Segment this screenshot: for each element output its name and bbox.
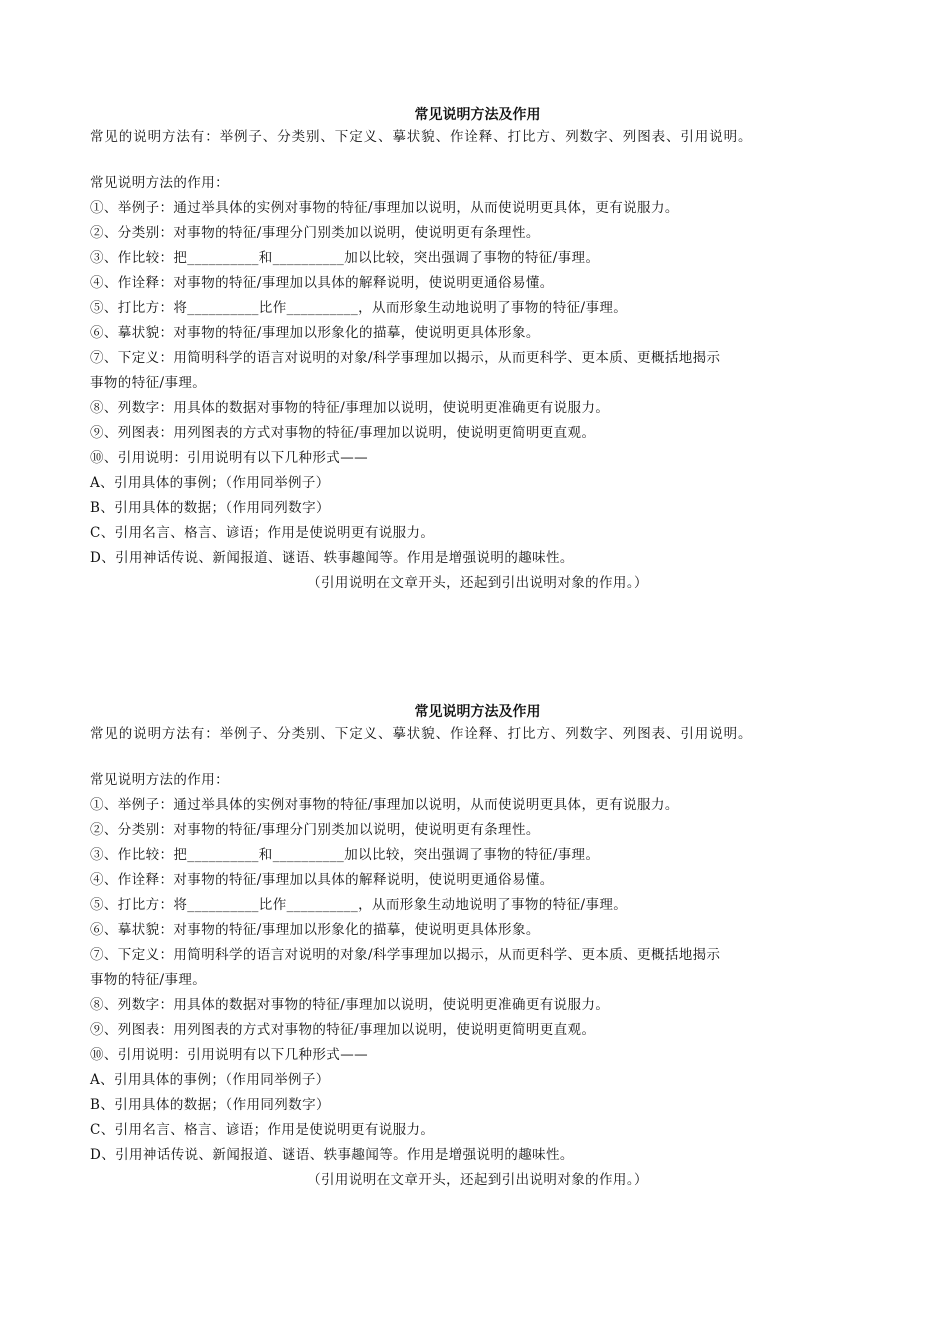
item-classification: ②、分类别：对事物的特征/事理分门别类加以说明，使说明更有条理性。 — [90, 822, 540, 838]
citation-note: （引用说明在文章开头，还起到引出说明对象的作用。） — [307, 575, 648, 591]
methods-list: 常见的说明方法有：举例子、分类别、下定义、摹状貌、作诠释、打比方、列数字、列图表、引用说明。 — [90, 726, 753, 742]
item-analogy: ⑤、打比方：将__________比作__________，从而形象生动地说明了事物的特征/事理。 — [90, 300, 628, 316]
item-numbers: ⑧、列数字：用具体的数据对事物的特征/事理加以说明，使说明更准确更有说服力。 — [90, 400, 610, 416]
item-citation: ⑩、引用说明：引用说明有以下几种形式—— — [90, 450, 368, 466]
item-example: ①、举例子：通过举具体的实例对事物的特征/事理加以说明，从而使说明更具体，更有说服力。 — [90, 797, 679, 813]
doc-title: 常见说明方法及作用 — [414, 704, 541, 720]
item-definition: ⑦、下定义：用简明科学的语言对说明的对象/科学事理加以揭示，从而更科学、更本质、更概括地揭示 — [90, 350, 721, 366]
citation-d: D、引用神话传说、新闻报道、谜语、轶事趣闻等。作用是增强说明的趣味性。 — [90, 550, 574, 566]
item-definition-cont: 事物的特征/事理。 — [90, 972, 207, 988]
citation-b: B、引用具体的数据；（作用同列数字） — [90, 1097, 330, 1113]
citation-d: D、引用神话传说、新闻报道、谜语、轶事趣闻等。作用是增强说明的趣味性。 — [90, 1147, 574, 1163]
item-comparison: ③、作比较：把__________和__________加以比较，突出强调了事物的特征/事理。 — [90, 250, 600, 266]
item-explanation: ④、作诠释：对事物的特征/事理加以具体的解释说明，使说明更通俗易懂。 — [90, 872, 554, 888]
spacer — [90, 148, 865, 171]
item-explanation: ④、作诠释：对事物的特征/事理加以具体的解释说明，使说明更通俗易懂。 — [90, 275, 554, 291]
item-comparison: ③、作比较：把__________和__________加以比较，突出强调了事物的特征/事理。 — [90, 847, 600, 863]
item-charts: ⑨、列图表：用列图表的方式对事物的特征/事理加以说明，使说明更简明更直观。 — [90, 425, 596, 441]
citation-c: C、引用名言、格言、谚语；作用是使说明更有说服力。 — [90, 525, 435, 541]
item-classification: ②、分类别：对事物的特征/事理分门别类加以说明，使说明更有条理性。 — [90, 225, 540, 241]
methods-list: 常见的说明方法有：举例子、分类别、下定义、摹状貌、作诠释、打比方、列数字、列图表、引用说明。 — [90, 129, 753, 145]
citation-note: （引用说明在文章开头，还起到引出说明对象的作用。） — [307, 1172, 648, 1188]
item-description: ⑥、摹状貌：对事物的特征/事理加以形象化的描摹，使说明更具体形象。 — [90, 922, 540, 938]
item-analogy: ⑤、打比方：将__________比作__________，从而形象生动地说明了事物的特征/事理。 — [90, 897, 628, 913]
doc-section-2 — [90, 701, 865, 1193]
citation-a: A、引用具体的事例；（作用同举例子） — [90, 475, 330, 491]
item-definition: ⑦、下定义：用简明科学的语言对说明的对象/科学事理加以揭示，从而更科学、更本质、更概括地揭示 — [90, 947, 721, 963]
citation-a: A、引用具体的事例；（作用同举例子） — [90, 1072, 330, 1088]
spacer — [90, 745, 865, 768]
citation-c: C、引用名言、格言、谚语；作用是使说明更有说服力。 — [90, 1122, 435, 1138]
item-numbers: ⑧、列数字：用具体的数据对事物的特征/事理加以说明，使说明更准确更有说服力。 — [90, 997, 610, 1013]
functions-heading: 常见说明方法的作用： — [90, 772, 229, 788]
doc-title: 常见说明方法及作用 — [414, 107, 541, 123]
item-description: ⑥、摹状貌：对事物的特征/事理加以形象化的描摹，使说明更具体形象。 — [90, 325, 540, 341]
item-citation: ⑩、引用说明：引用说明有以下几种形式—— — [90, 1047, 368, 1063]
citation-b: B、引用具体的数据；（作用同列数字） — [90, 500, 330, 516]
item-charts: ⑨、列图表：用列图表的方式对事物的特征/事理加以说明，使说明更简明更直观。 — [90, 1022, 596, 1038]
doc-section-1 — [90, 104, 865, 596]
item-example: ①、举例子：通过举具体的实例对事物的特征/事理加以说明，从而使说明更具体，更有说服力。 — [90, 200, 679, 216]
item-definition-cont: 事物的特征/事理。 — [90, 375, 207, 391]
functions-heading: 常见说明方法的作用： — [90, 175, 229, 191]
